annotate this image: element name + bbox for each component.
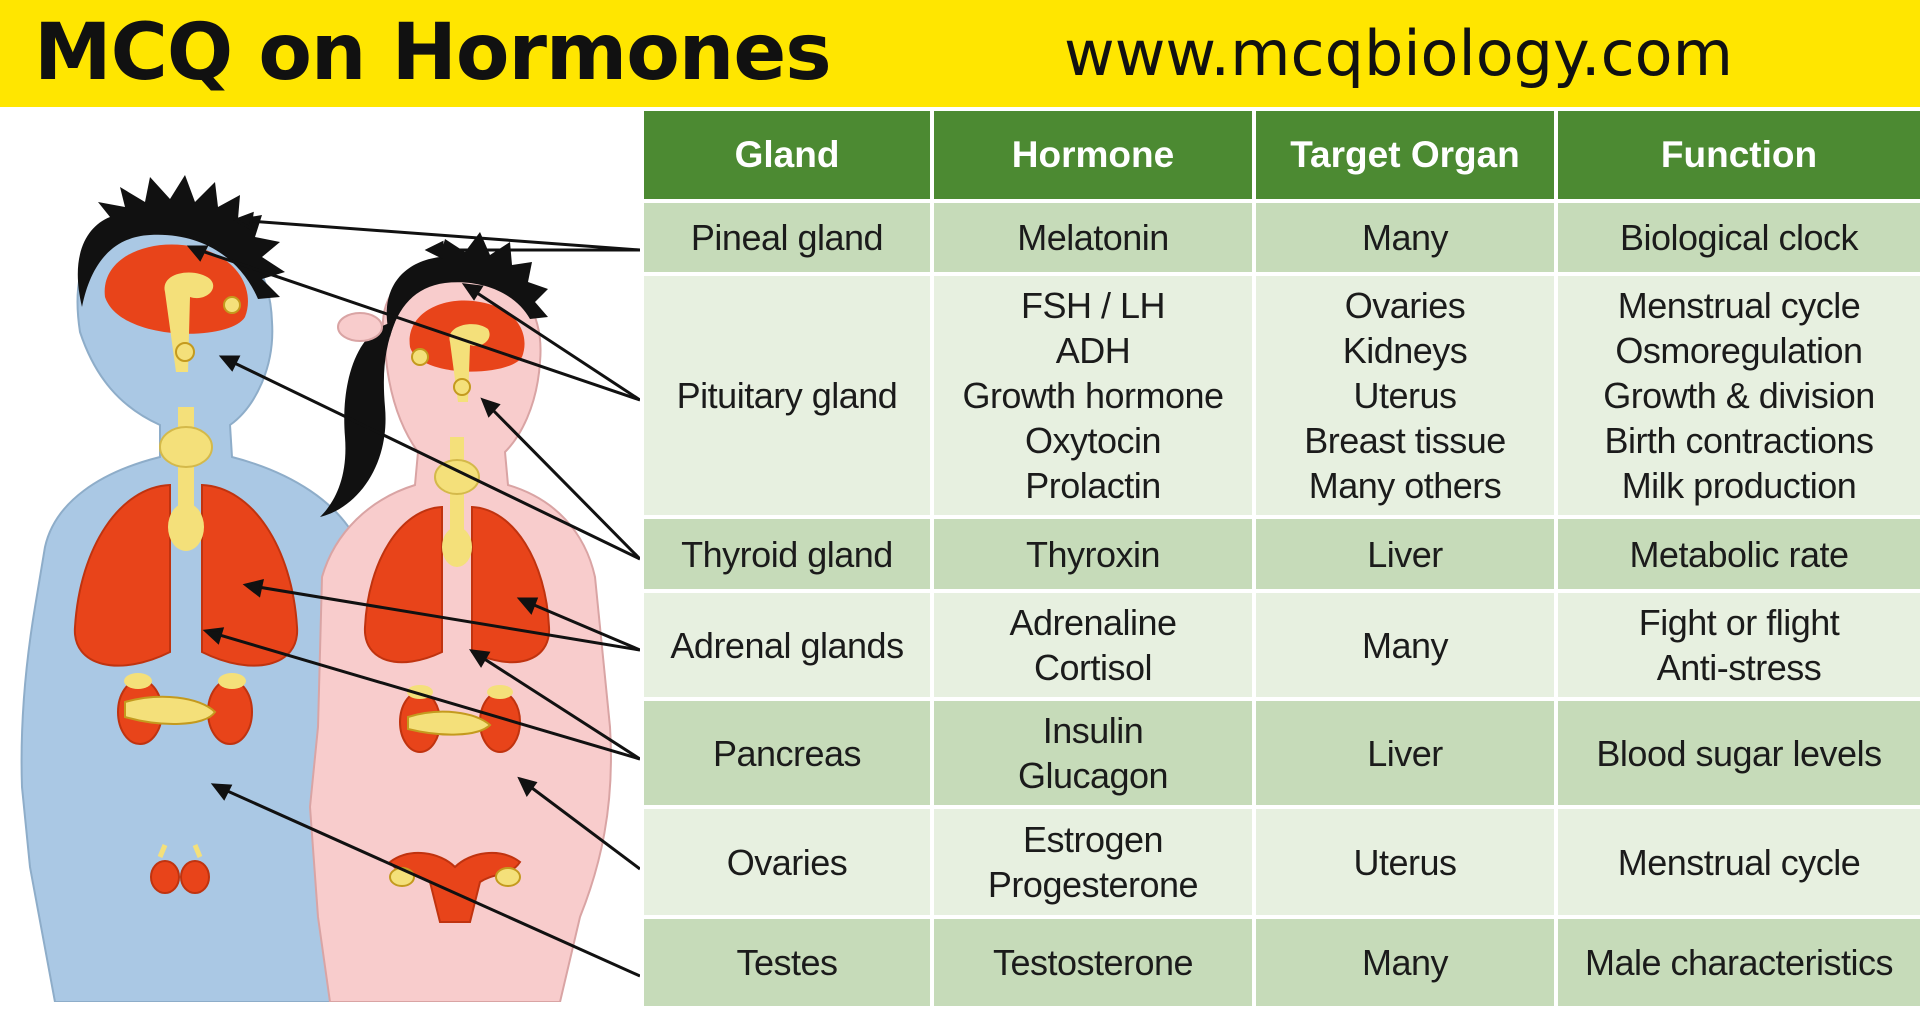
table-row-ovaries <box>642 807 1920 917</box>
target-line: Many <box>1361 624 1449 666</box>
function-line: Birth contractions <box>1604 420 1874 461</box>
function-cell <box>1556 517 1920 591</box>
target-line: Many others <box>1308 465 1502 506</box>
website-url: www.mcqbiology.com <box>1064 17 1733 90</box>
target-line: Liver <box>1367 533 1443 575</box>
gland-cell: Adrenal glands <box>642 591 932 699</box>
table-row-pineal <box>642 201 1920 274</box>
function-cell <box>1556 274 1920 517</box>
hormone-line: Oxytocin <box>1024 420 1162 461</box>
gland-cell: Testes <box>642 917 932 1008</box>
hormone-cell <box>932 274 1254 517</box>
column-header-function: Function <box>1556 109 1920 201</box>
table-row-testes <box>642 917 1920 1008</box>
hormone-line: FSH / LH <box>1020 285 1166 326</box>
target-organ-cell <box>1254 201 1556 274</box>
hormone-line: Progesterone <box>987 864 1199 905</box>
hormone-cell <box>932 699 1254 807</box>
hormone-line: Thyroxin <box>1025 533 1161 575</box>
function-line: Menstrual cycle <box>1617 285 1861 326</box>
column-header-hormone: Hormone <box>932 109 1254 201</box>
target-organ-cell <box>1254 699 1556 807</box>
function-line: Menstrual cycle <box>1617 841 1861 883</box>
hormone-line: Testosterone <box>992 942 1194 983</box>
table-header-row <box>642 109 1920 201</box>
target-line: Liver <box>1367 732 1443 774</box>
target-organ-cell <box>1254 807 1556 917</box>
hormone-line: Prolactin <box>1025 465 1161 506</box>
target-line: Uterus <box>1353 375 1457 416</box>
table-row-adrenal <box>642 591 1920 699</box>
hormone-line: Growth hormone <box>962 375 1224 416</box>
target-line: Kidneys <box>1342 330 1468 371</box>
function-line: Male characteristics <box>1584 942 1894 983</box>
hormone-line: ADH <box>1055 330 1131 371</box>
title-banner <box>0 0 1920 107</box>
function-cell <box>1556 699 1920 807</box>
gland-cell: Thyroid gland <box>642 517 932 591</box>
function-cell <box>1556 201 1920 274</box>
hormone-line: Melatonin <box>1017 217 1169 258</box>
hormone-cell <box>932 807 1254 917</box>
target-organ-cell <box>1254 274 1556 517</box>
function-line: Metabolic rate <box>1629 533 1849 575</box>
hormone-cell <box>932 517 1254 591</box>
function-line: Fight or flight <box>1638 602 1840 643</box>
target-line: Many <box>1361 217 1449 258</box>
hormone-cell <box>932 917 1254 1008</box>
target-line: Breast tissue <box>1304 420 1506 461</box>
gland-cell: Ovaries <box>642 807 932 917</box>
function-line: Osmoregulation <box>1615 330 1863 371</box>
endocrine-illustration <box>0 107 640 1002</box>
gland-cell: Pineal gland <box>642 201 932 274</box>
function-line: Anti-stress <box>1656 647 1822 688</box>
target-line: Uterus <box>1353 841 1457 883</box>
table-row-pituitary <box>642 274 1920 517</box>
gland-cell: Pituitary gland <box>642 274 932 517</box>
function-cell <box>1556 591 1920 699</box>
hormone-line: Cortisol <box>1033 647 1153 688</box>
target-organ-cell <box>1254 917 1556 1008</box>
function-line: Growth & division <box>1603 375 1875 416</box>
hormone-cell <box>932 591 1254 699</box>
page-title: MCQ on Hormones <box>34 8 831 98</box>
function-line: Biological clock <box>1619 217 1859 258</box>
function-line: Blood sugar levels <box>1596 732 1882 774</box>
function-line: Milk production <box>1621 465 1857 506</box>
hormone-line: Estrogen <box>1022 819 1164 860</box>
gland-cell: Pancreas <box>642 699 932 807</box>
target-line: Ovaries <box>1344 285 1466 326</box>
hormone-cell <box>932 201 1254 274</box>
target-organ-cell <box>1254 517 1556 591</box>
target-organ-cell <box>1254 591 1556 699</box>
hormone-table <box>640 107 1920 1010</box>
function-cell <box>1556 917 1920 1008</box>
table-row-thyroid <box>642 517 1920 591</box>
hormone-line: Adrenaline <box>1009 602 1177 643</box>
hormone-line: Glucagon <box>1017 755 1169 796</box>
target-line: Many <box>1361 942 1449 983</box>
column-header-target-organ: Target Organ <box>1254 109 1556 201</box>
hormone-line: Insulin <box>1042 710 1144 751</box>
table-row-pancreas <box>642 699 1920 807</box>
column-header-gland: Gland <box>642 109 932 201</box>
function-cell <box>1556 807 1920 917</box>
